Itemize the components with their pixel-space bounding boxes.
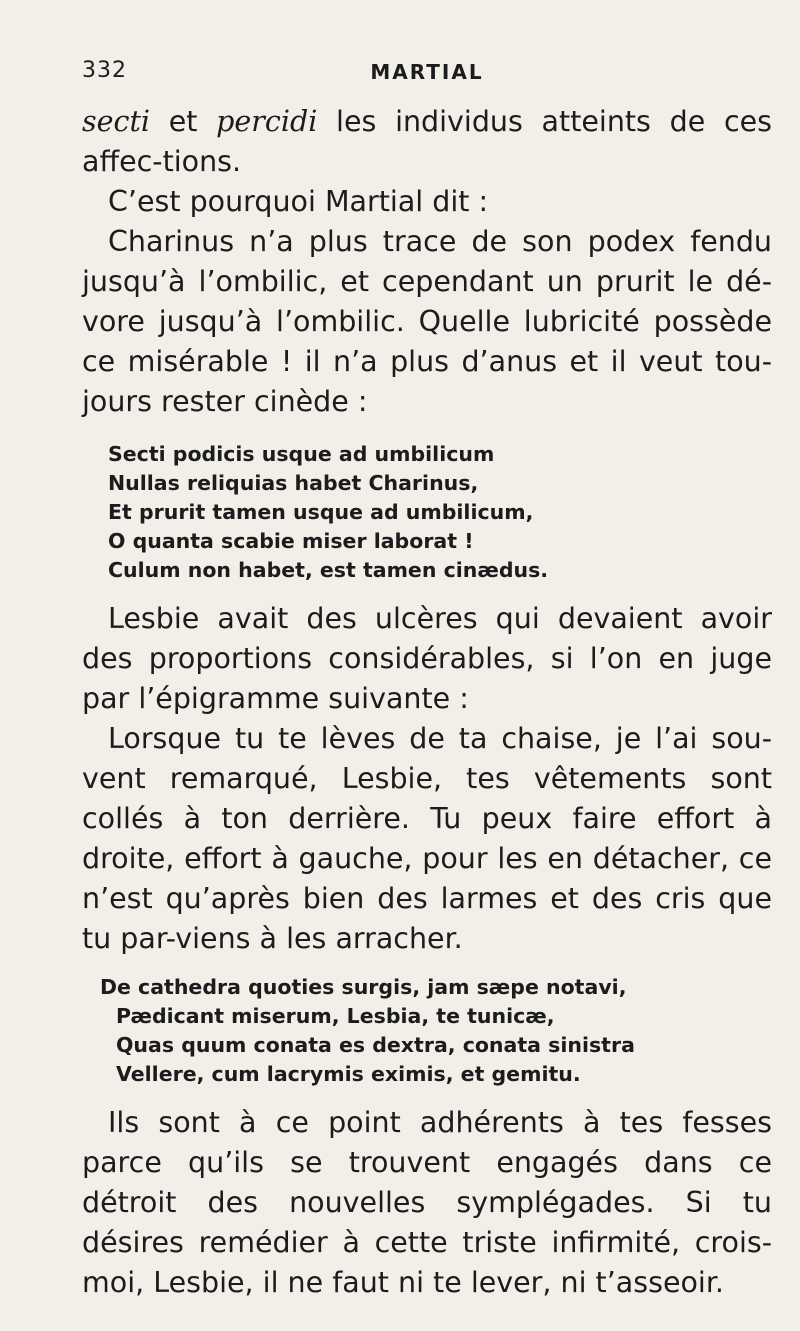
verse-line: Quas quum conata es dextra, conata sinistra — [116, 1033, 635, 1057]
paragraph-1 — [82, 102, 772, 182]
verse-line: Culum non habet, est tamen cinædus. — [108, 558, 549, 582]
paragraph-1-text: les individus atteints de ces affec-tions. — [82, 105, 773, 178]
body-text-2 — [82, 599, 772, 959]
verse-line: Secti podicis usque ad umbilicum — [108, 442, 495, 466]
latin-epigram-2 — [100, 973, 772, 1089]
italic-term-secti: secti — [82, 105, 151, 138]
page-number: 332 — [82, 58, 127, 83]
latin-epigram-1 — [108, 440, 772, 585]
verse-line: Nullas reliquias habet Charinus, — [108, 471, 479, 495]
paragraph-4: Lesbie avait des ulcères qui devaient avoir des proportions considérables, si l’on en juge par l’épigramme suivante : — [82, 602, 772, 715]
paragraph-6: Ils sont à ce point adhérents à tes fesses parce qu’ils se trouvent engagés dans ce détroit des nouvelles symplégades. Si tu désires remédier à cette triste infirmité, crois-moi, Lesbie, il ne faut ni te lever, ni t’asseoir. — [82, 1106, 772, 1299]
paragraph-2: C’est pourquoi Martial dit : — [108, 185, 489, 218]
italic-term-percidi: percidi — [216, 105, 318, 138]
verse-line: Vellere, cum lacrymis eximis, et gemitu. — [116, 1062, 581, 1086]
verse-line: O quanta scabie miser laborat ! — [108, 529, 474, 553]
running-title: MARTIAL — [370, 60, 484, 84]
verse-line: De cathedra quoties surgis, jam sæpe notavi, — [100, 975, 627, 999]
body-text-3 — [82, 1103, 772, 1303]
book-page — [82, 58, 772, 1303]
paragraph-5: Lorsque tu te lèves de ta chaise, je l’ai sou-vent remarqué, Lesbie, tes vêtements sont collés à ton derrière. Tu peux faire effort à droite, effort à gauche, pour les en détacher, ce n’est qu’après bien des larmes et des cris que tu par-viens à les arracher. — [82, 722, 772, 955]
paragraph-1-connector: et — [150, 105, 217, 138]
body-text — [82, 102, 772, 422]
paragraph-3: Charinus n’a plus trace de son podex fendu jusqu’à l’ombilic, et cependant un prurit le dé-vore jusqu’à l’ombilic. Quelle lubricité possède ce misérable ! il n’a plus d’anus et il veut tou-jours rester cinède : — [82, 225, 772, 418]
page-header — [82, 58, 772, 92]
verse-line: Pædicant miserum, Lesbia, te tunicæ, — [116, 1004, 555, 1028]
verse-line: Et prurit tamen usque ad umbilicum, — [108, 500, 534, 524]
